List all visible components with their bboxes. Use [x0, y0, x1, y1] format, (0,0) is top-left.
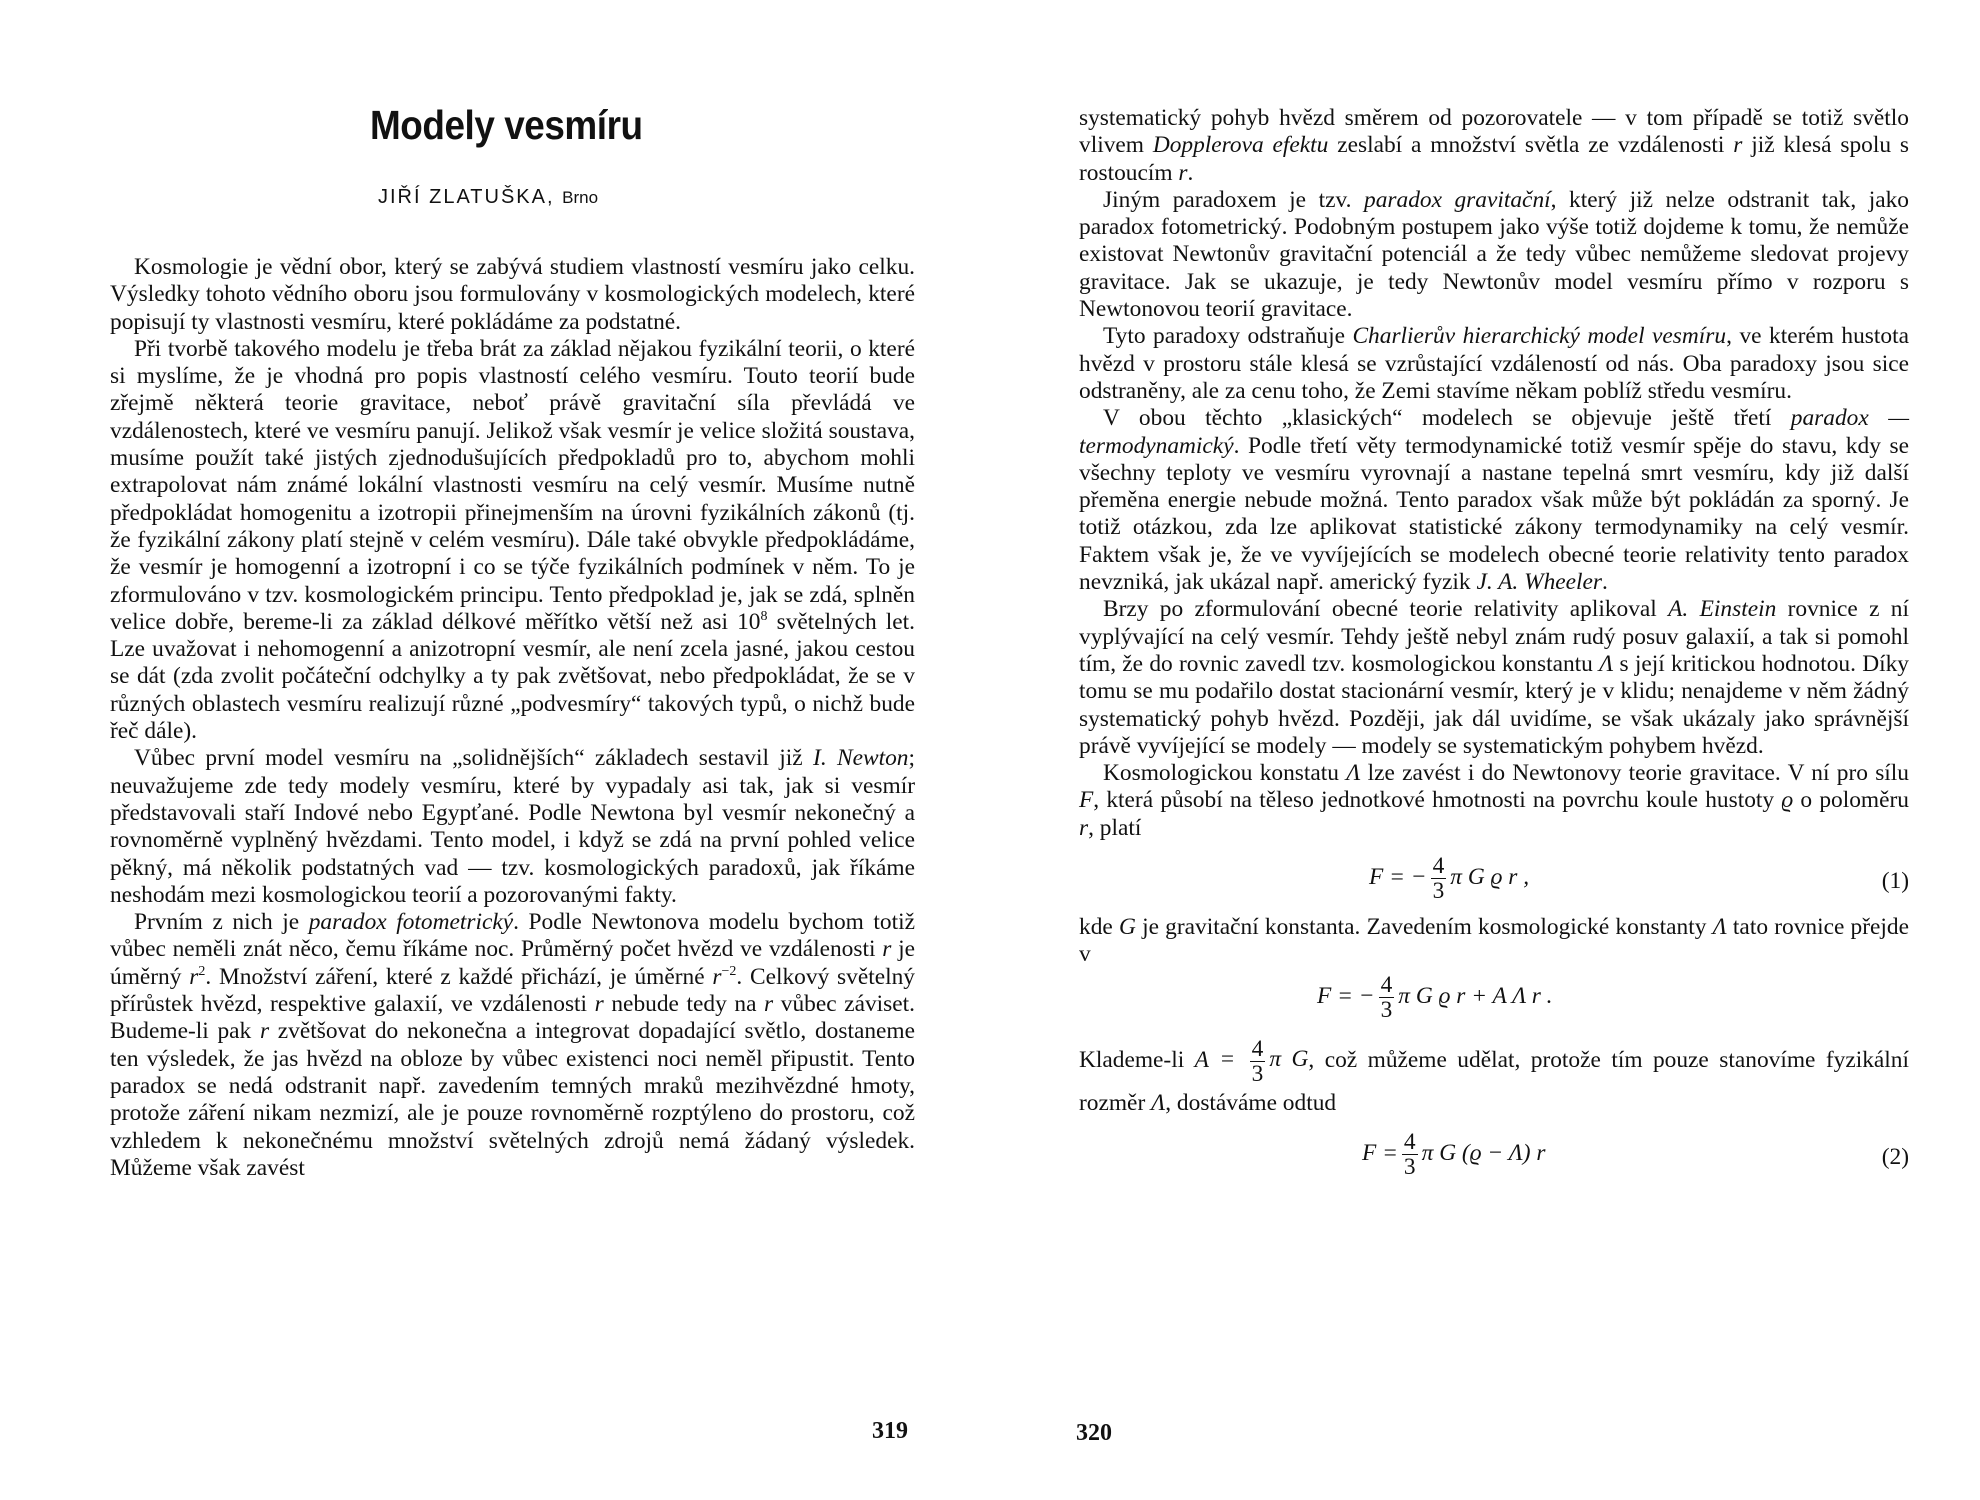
equation-1: F = − $\frac{4}{3}$ π G ϱ r , (1) — [1369, 853, 1909, 905]
paragraph: Prvním z nich je paradox fotometrický. Podle Newtonova modelu bychom totiž vůbec neměli znát něco, čemu říkáme noc. Průměrný počet hvězd ve vzdálenosti r je úměrný $r^2$. Množství záření, které z každé přichází, je úměrné $r^{-2}$. Celkový světelný přírůstek hvězd, respektive galaxií, ve vzdálenosti r nebude tedy na r vůbec záviset. Budeme-li pak r zvětšovat do nekonečna a integrovat dopadající světlo, dostaneme ten výsledek, že jas hvězd na obloze by vůbec existenci noci neměl připustit. Tento paradox se nedá odstranit např. zavedením temných mraků mezihvězdné hmoty, protože záření nikam nezmizí, ale je pouze rovnoměrně rozptýleno do prostoru, což vzhledem k nekonečnému množství světelných zdrojů nemá žádaný výsledek. Můžeme však zavést — [110, 909, 915, 1181]
paragraph: Klademe-li A = $\frac{4}{3}$ π G, což můžeme udělat, protože tím pouze stanovíme fyzikální rozměr Λ, dostáváme odtud — [1079, 1035, 1909, 1116]
author-name: JIŘÍ ZLATUŠKA, — [378, 186, 555, 208]
equation-number: (2) — [1881, 1143, 1909, 1170]
paragraph: Kosmologie je vědní obor, který se zabývá studiem vlastností vesmíru jako celku. Výsledky tohoto vědního oboru jsou formulovány v kosmologických modelech, které popisují ty vlastnosti vesmíru, které pokládáme za podstatné. — [110, 254, 915, 335]
paragraph: Při tvorbě takového modelu je třeba brát za základ nějakou fyzikální teorii, o které si myslíme, že je vhodná pro popis vlastností celého vesmíru. Touto teorií bude zřejmě některá teorie gravitace, neboť právě gravitační síla převládá ve vzdálenostech, které ve vesmíru panují. Jelikož však vesmír je velice složitá soustava, musíme použít také jistých zjednodušujících předpokladů pro to, abychom mohli extrapolovat nám známé lokální vlastnosti vesmíru na celý vesmír. Musíme nutně předpokládat homogenitu a izotropii přinejmenším na úrovni fyzikálních zákonů (tj. že fyzikální zákony platí stejně v celém vesmíru). Dále také obvykle předpokládáme, že vesmír je homogenní a izotropní i co se týče fyzikálních podmínek v něm. To je zformulováno v tzv. kosmologickém principu. Tento předpoklad je, jak se zdá, splněn velice dobře, bereme-li za základ délkové měřítko větší než asi $10^8$ světelných let. Lze uvažovat i nehomogenní a anizotropní vesmír, ale není zcela jasné, jakou cestou se dát (zda zvolit počáteční odchylky a ty pak zvětšovat, nebo předpokládat, že se v různých oblastech vesmíru realizují různé „podvesmíry“ takových typů, o nichž bude řeč dále). — [110, 335, 916, 745]
paragraph: Jiným paradoxem je tzv. paradox gravitační, který již nelze odstranit tak, jako paradox fotometrický. Podobným postupem jako výše totiž dojdeme k tomu, že nemůže existovat Newtonův gravitační potenciál a že tedy vůbec nemůžeme sledovat projevy gravitace. Jak se ukazuje, je tedy Newtonův model vesmíru přímo v rozporu s Newtonovou teorií gravitace. — [1079, 186, 1909, 323]
inline-equation: = $\frac{4}{3}$ π G — [1219, 1035, 1309, 1087]
left-column-text — [110, 254, 915, 1182]
page-number: 319 — [872, 1418, 908, 1444]
article-title: Modely vesmíru — [370, 102, 643, 148]
article-author — [378, 186, 598, 209]
equation-number: (1) — [1881, 868, 1909, 895]
equation-unnumbered: F = − $\frac{4}{3}$ π G ϱ r + A Λ r . — [1317, 971, 1553, 1023]
right-page — [990, 0, 1980, 1500]
page-number: 320 — [1076, 1420, 1112, 1446]
right-column-text — [1079, 105, 1909, 1186]
paragraph: Brzy po zformulování obecné teorie relativity aplikoval A. Einstein rovnice z ní vyplývající na celý vesmír. Tehdy ještě nebyl znám rudý posuv galaxií, a tak si pomohl tím, že do rovnic zavedl tzv. kosmologickou konstantu Λ s její kritickou hodnotou. Díky tomu se mu podařilo dostat stacionární vesmír, který je v klidu; nenajdeme v něm žádný systematický pohyb hvězd. Později, jak dál uvidíme, se však ukázaly jako správnější právě vyvíjející se modely — modely se systematickým pohybem hvězd. — [1079, 596, 1909, 759]
author-city: Brno — [562, 188, 599, 207]
paragraph: kde G je gravitační konstanta. Zavedením kosmologické konstanty Λ tato rovnice přejde v — [1079, 914, 1909, 968]
equation-2: F = $\frac{4}{3}$ π G (ϱ − Λ) r (2) — [1362, 1128, 1909, 1180]
paragraph: Kosmologickou konstatu Λ lze zavést i do Newtonovy teorie gravitace. V ní pro sílu F, která působí na těleso jednotkové hmotnosti na povrchu koule hustoty ϱ o poloměru r, platí — [1079, 760, 1909, 841]
paragraph: V obou těchto „klasických“ modelech se objevuje ještě třetí paradox — termodynamický. Podle třetí věty termodynamické totiž vesmír spěje do stavu, kdy se všechny teploty ve vesmíru vyrovnají a nastane tepelná smrt vesmíru, kdy již další přeměna energie nebude možná. Tento paradox však může být pokládán za sporný. Je totiž otázkou, zda lze aplikovat statistické zákony termodynamiky na celý vesmír. Faktem však je, že ve vyvíjejících se modelech obecné teorie relativity tento paradox nevzniká, jak ukázal např. americký fyzik J. A. Wheeler. — [1079, 405, 1909, 596]
paragraph: Tyto paradoxy odstraňuje Charlierův hierarchický model vesmíru, ve kterém hustota hvězd v prostoru stále klesá se vzrůstající vzdáleností od nás. Oba paradoxy jsou sice odstraněny, ale za cenu toho, že Zemi stavíme někam poblíž středu vesmíru. — [1079, 323, 1909, 404]
paragraph: systematický pohyb hvězd směrem od pozorovatele — v tom případě se totiž světlo vlivem Dopplerova efektu zeslabí a množství světla ze vzdálenosti r již klesá spolu s rostoucím r. — [1079, 105, 1910, 186]
paragraph: Vůbec první model vesmíru na „solidnějších“ základech sestavil již I. Newton; neuvažujeme zde tedy modely vesmíru, které by vypadaly asi tak, jak si vesmír představovali staří Indové nebo Egypťané. Podle Newtona byl vesmír nekonečný a rovnoměrně vyplněný hvězdami. Tento model, i když se zdá na první pohled velice pěkný, má několik podstatných vad — tzv. kosmologických paradoxů, jak říkáme neshodám mezi kosmologickou teorií a pozorovanými fakty. — [110, 745, 915, 908]
